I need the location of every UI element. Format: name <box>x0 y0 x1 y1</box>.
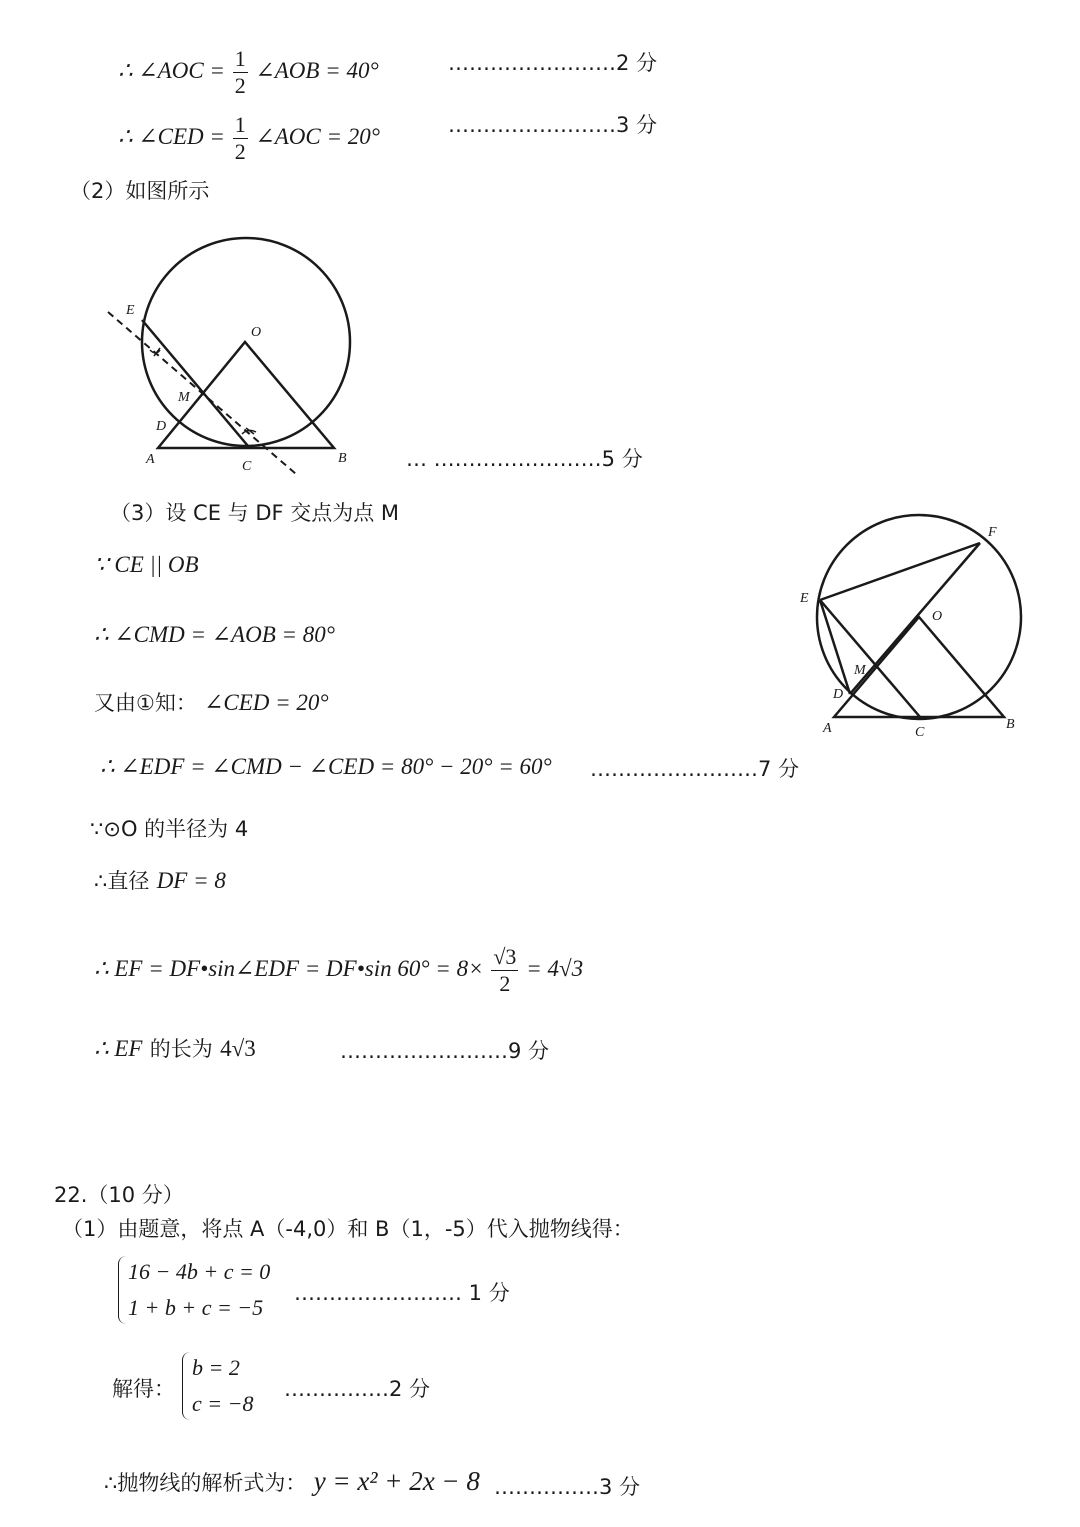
parabola-score: ……………3 分 <box>494 1475 641 1499</box>
parabola-line <box>104 1466 480 1498</box>
fig2-label-F: F <box>988 525 997 540</box>
ef-len-score: ……………………9 分 <box>340 1039 550 1063</box>
figure-construction <box>100 230 360 480</box>
fig2-label-D: D <box>833 687 844 702</box>
l1-suffix: ∠AOB = 40° <box>255 57 379 83</box>
sys1-eq2: 1 + b + c = −5 <box>128 1295 264 1320</box>
figure-solution <box>790 512 1040 742</box>
fig1-label-A: A <box>146 452 155 467</box>
ef-len-mid: 的长为 <box>149 1037 213 1061</box>
fig2-label-A: A <box>823 721 832 736</box>
system-1 <box>116 1254 270 1326</box>
diameter-expr: DF = 8 <box>156 868 226 893</box>
therefore-cmd: ∴ ∠CMD = ∠AOB = 80° <box>94 622 335 647</box>
fig2-label-E: E <box>800 591 809 606</box>
because-ce-parallel-ob: ∵ CE || OB <box>94 552 199 577</box>
again-expr: ∠CED = 20° <box>204 690 329 715</box>
sys1-score: …………………… 1 分 <box>294 1281 510 1305</box>
fig1-label-E: E <box>126 303 135 318</box>
solve-label: 解得： <box>112 1377 175 1401</box>
sys2-eq1: b = 2 <box>192 1355 240 1380</box>
sys1-eq1: 16 − 4b + c = 0 <box>128 1259 271 1284</box>
fig2-label-O: O <box>932 609 943 624</box>
ef-len-val: 4√3 <box>220 1036 256 1061</box>
fig1-score: … ……………………5 分 <box>406 447 643 471</box>
fig2-label-B: B <box>1006 717 1015 732</box>
radius-line: ∵⊙O 的半径为 4 <box>90 817 249 841</box>
ef-length-line <box>94 1034 256 1064</box>
edf-score: ……………………7 分 <box>590 757 800 781</box>
fig1-label-B: B <box>338 451 347 466</box>
l1-score: ……………………2 分 <box>448 51 658 75</box>
fig1-dashed-line <box>108 312 296 474</box>
l2-frac-num: 1 <box>234 112 246 137</box>
l2-prefix: ∴ ∠CED = <box>118 123 225 149</box>
l1-frac-num: 1 <box>234 46 246 71</box>
ef-len-prefix: ∴ EF <box>94 1036 143 1061</box>
parabola-prefix: ∴抛物线的解析式为： <box>104 1471 307 1495</box>
l2-frac-den: 2 <box>234 139 246 164</box>
ef-result: = 4√3 <box>526 955 584 981</box>
fig1-label-C: C <box>242 459 252 474</box>
l2-score: ……………………3 分 <box>448 113 658 137</box>
system-2 <box>180 1350 253 1422</box>
again-line <box>94 688 329 718</box>
part3-title: （3）设 CE 与 DF 交点为点 M <box>110 501 400 525</box>
ef-line <box>94 944 583 997</box>
fig2-label-M: M <box>854 663 866 678</box>
l1-fraction <box>233 46 248 99</box>
l2-fraction <box>233 112 248 165</box>
sys2-score: ……………2 分 <box>284 1377 431 1401</box>
q22-title: 22.（10 分） <box>54 1183 184 1207</box>
fig1-label-M: M <box>178 390 190 405</box>
fig2-label-C: C <box>915 725 925 740</box>
diameter-prefix: ∴直径 <box>94 869 150 893</box>
l2-suffix: ∠AOC = 20° <box>255 123 380 149</box>
system-2-brace <box>180 1350 253 1422</box>
l1-prefix: ∴ ∠AOC = <box>118 57 225 83</box>
fig1-label-D: D <box>156 419 167 434</box>
ef-frac-den: 2 <box>499 971 511 996</box>
step-angle-aoc <box>118 46 379 99</box>
edf-line: ∴ ∠EDF = ∠CMD − ∠CED = 80° − 20° = 60° <box>100 754 552 779</box>
q22-part1: （1）由题意，将点 A（-4,0）和 B（1，-5）代入抛物线得： <box>62 1217 634 1241</box>
part2-title: （2）如图所示 <box>70 179 210 203</box>
diameter-line <box>94 866 226 896</box>
parabola-expr: y = x² + 2x − 8 <box>313 1466 480 1496</box>
ef-frac-num: √3 <box>493 944 517 969</box>
ef-expr: ∴ EF = DF•sin∠EDF = DF•sin 60° = 8× <box>94 955 484 981</box>
fig1-label-O: O <box>251 325 262 340</box>
l1-frac-den: 2 <box>234 73 246 98</box>
ef-fraction <box>491 944 518 997</box>
step-angle-ced <box>118 112 380 165</box>
sys2-eq2: c = −8 <box>192 1391 254 1416</box>
system-1-brace <box>116 1254 270 1326</box>
again-prefix: 又由①知： <box>94 691 197 715</box>
fig2-ed <box>820 600 850 694</box>
